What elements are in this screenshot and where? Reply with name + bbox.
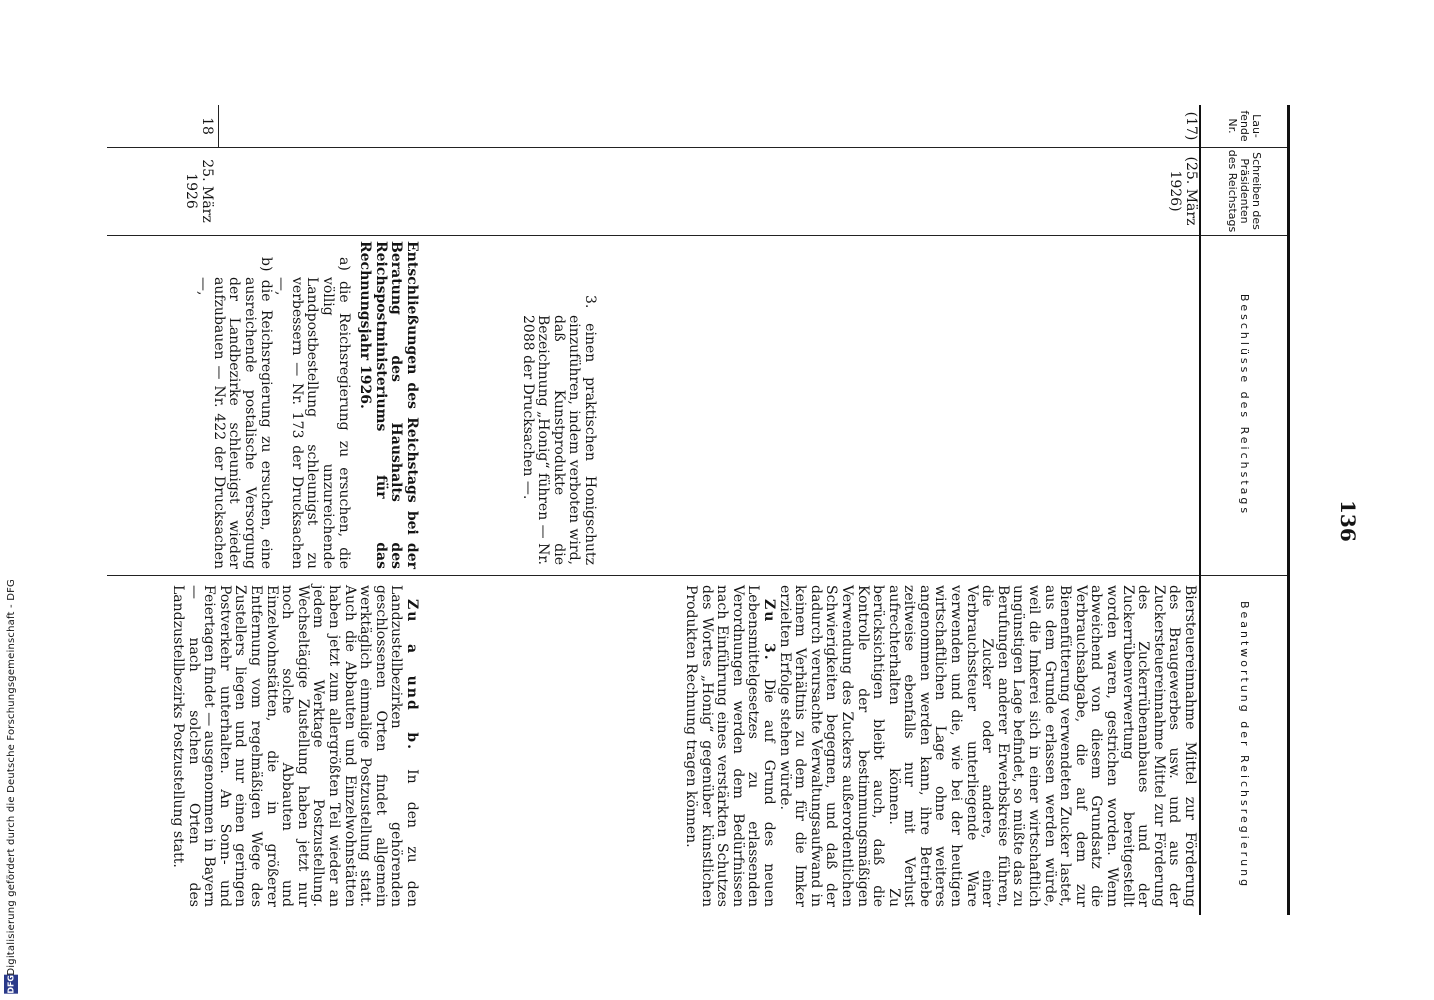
page-number: 136 bbox=[1336, 500, 1360, 542]
header-resolution: Beschlüsse des Reichstags bbox=[1238, 293, 1251, 517]
dfg-logo: DFG bbox=[4, 975, 18, 994]
row18-resolution bbox=[195, 241, 419, 569]
row17-answer-lead: Zu 3. bbox=[760, 599, 777, 662]
row17-nr: (17) bbox=[1183, 111, 1199, 141]
digitization-credit bbox=[2, 578, 20, 996]
row-divider bbox=[218, 105, 219, 147]
row17-answer-p2: Die auf Grund des neuen Lebensmittelgesetzes zu erlassenden Verordnungen werden dem Bedürfnissen nach Einführung eines verstärkten Schutzes des Wortes „Honig“ gegenüber künstlichen Produkten Rechnung tragen können. bbox=[683, 585, 777, 907]
row18-answer-wrap bbox=[170, 585, 420, 907]
document-page bbox=[110, 105, 1360, 915]
header-letter: Schreiben des Präsidenten des Reichstags bbox=[1226, 149, 1263, 233]
row18-answer bbox=[170, 585, 420, 907]
digitization-credit-text: Digitalisierung gefördert durch die Deutsche Forschungsgemeinschaft - DFG bbox=[5, 578, 17, 976]
header-answer: Beantwortung der Reichsregierung bbox=[1238, 600, 1251, 890]
header-nr: Lau-fende Nr. bbox=[1226, 110, 1263, 142]
row18-answer-lead: Zu a und b. bbox=[404, 599, 420, 751]
column-divider bbox=[107, 575, 1287, 576]
column-divider bbox=[107, 147, 1287, 148]
row18-title: Entschließungen des Reichstags bei der Beratung des Haushalts des Reichspostministeriums für das Rechnungsjahr 1926. bbox=[357, 241, 420, 569]
row17-answer bbox=[682, 585, 1197, 907]
row18-date: 25. März 1926 bbox=[183, 159, 215, 223]
row17-resolution-text: 3. einen praktischen Honigschutz einzuführen, indem verboten wird, daß Kunstprodukte die Bezeichnung „Honig“ führen — Nr. 2088 der Drucksachen —. bbox=[519, 295, 598, 565]
row17-date: (25. März 1926) bbox=[1167, 156, 1199, 226]
row18-item-a: a) die Reichsregierung zu ersuchen, die völlig unzureichende Landpostbestellung schleunigst zu verbessern — Nr. 173 der Drucksachen —, bbox=[273, 257, 352, 569]
row17-answer-p2-wrap bbox=[682, 585, 776, 907]
resolutions-table bbox=[107, 105, 1290, 915]
column-divider bbox=[107, 235, 1287, 236]
row18-item-b: b) die Reichsregierung zu ersuchen, eine ausreichende postalische Versorgung der Landbezirke schleunigst wieder aufzubauen — Nr. 422 der Drucksachen —, bbox=[195, 257, 274, 569]
table-header bbox=[1199, 105, 1287, 915]
row17-resolution bbox=[519, 295, 597, 565]
row17-answer-p1: Biersteuereinnahme Mittel zur Förderung des Braugewerbes usw. und aus der Zuckersteuereinnahme Mittel zur Förderung des Zuckerrübenanbaues und der Zuckerrübenverwertung bereitgestellt worden waren, gestrichen worden. Wenn abweichend von diesem Grundsatz die Verbrauchsabgabe, die auf dem zur Bienenfütterung verwendeten Zucker lastet, aus dem Grunde erlassen werden würde, weil die Imkerei sich in einer wirtschaftlich ungünstigen Lage befindet, so müßte das zu Berufungen anderer Erwerbskreise führen, die Zucker oder andere, einer Verbrauchssteuer unterliegende Ware verwenden und die, wie bei der heutigen wirtschaftlichen Lage ohne weiteres angenommen werden kann, ihre Betriebe zeitweise ebenfalls nur mit Verlust aufrechterhalten können. Zu berücksichtigen bleibt auch, daß die Kontrolle der bestimmungsmäßigen Verwendung des Zuckers außerordentlichen Schwierigkeiten begegnen, und daß der dadurch verursachte Verwaltungsaufwand in keinem Verhältnis zu dem für die Imker erzielten Erfolge stehen würde. bbox=[776, 585, 1198, 907]
row18-nr: 18 bbox=[199, 117, 215, 135]
row18-answer-text: In den zu den Landzustellbezirken gehörenden geschlossenen Orten findet allgemein werktäglich einmalige Postzustellung statt. Auch die Abbauten und Einzelwohnstätten haben jetzt zum allergrößten Teil wieder an jedem Werktage Postzustellung. Wechseltägige Zustellung haben jetzt nur noch solche Abbauten und Einzelwohnstätten, die in größerer Entfernung vom regelmäßigen Wege des Zustellers liegen und nur einen geringen Postverkehr unterhalten. An Sonn- und Feiertagen findet — ausgenommen in Bayern — nach solchen Orten des Landzustellbezirks Postzustellung statt. bbox=[170, 585, 420, 907]
